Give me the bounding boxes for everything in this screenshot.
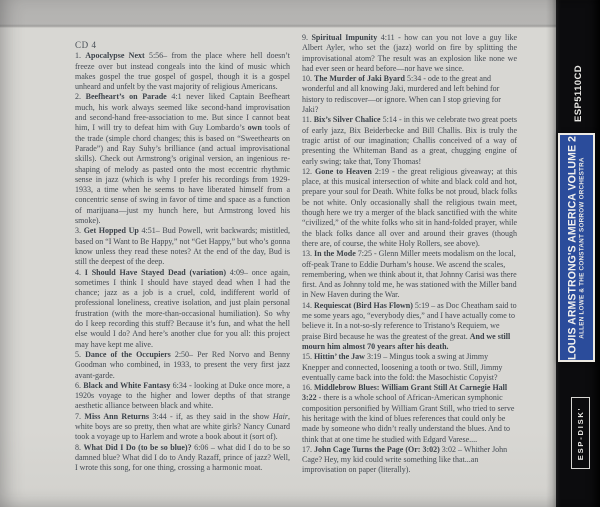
track-note-text: 12. <box>302 166 316 176</box>
track-note-text: 4:11 - how can you not love a guy like Albert Ayler, who set the (jazz) world on fire by splitting the improvisational atom? The result was an explosion like none we had ever seen or heard before—nor have we since. <box>302 33 518 73</box>
album-title-group <box>562 135 592 360</box>
track-note <box>302 33 517 74</box>
track-note-text: 3:19 – Mingus took a swing at Jimmy Knepper and connected, loosening a tooth or two. Still, Jimmy eventually came back into the fold: the Masochistic Copyist? <box>302 352 503 382</box>
track-title: Dance of the Occupiers <box>85 349 171 359</box>
track-note-text: 4:09– once again, sometimes I think I should have stayed dead when I had the chance; jazz as a job is a cruel, cold, indifferent world of professional loneliness, creative isolation, and just plain personal frustration (with the more-than-occasional humiliation). So why do I keep recording this stuff? Because it’s fun, and what the hell else would I do? And here’s another clue for you all: this project may have kept me alive. <box>75 267 291 349</box>
track-note <box>75 226 290 267</box>
track-note-text: 5:34 - ode to the great and wonderful and all knowing Jaki, murdered and left behind for history to rediscover—or ignore. When can I stop grieving for Jaki? <box>302 74 501 115</box>
left-column-tracks <box>75 51 290 473</box>
track-note-text: 5:19 – as Doc Cheatham said to me some years ago, “everybody dies,” and I have actually come to believe it. In a not-so-sly reference to Tristano’s Requiem, we praise Bird because he was the greatest of the great. <box>302 300 517 341</box>
track-note <box>302 445 517 476</box>
track-note-text: Hair <box>272 411 289 421</box>
track-note <box>75 381 290 412</box>
track-notes-right-column <box>302 33 517 476</box>
track-title: Miss Ann Returns <box>84 411 149 421</box>
cd-number-header: CD 4 <box>75 40 97 50</box>
track-note <box>75 443 290 474</box>
track-title: And we still mourn him almost 70 years after his death. <box>302 331 511 351</box>
track-title: Black and White Fantasy <box>83 380 171 390</box>
track-notes-left-column <box>75 40 290 473</box>
track-note-text: 4:51– Bud Powell, writ backwards; mistitled, based on “I Want to Be Happy,” not “Get Happy,” but who’s gonna know unless they read these notes? At the end of the day, Bud is still the deepest of the deep. <box>75 226 291 267</box>
track-title: John Cage Turns the Page (Or: 3:02) <box>314 444 440 454</box>
track-title: In the Mode <box>314 249 356 259</box>
track-title: Beefheart’s on Parade <box>85 92 167 102</box>
track-note <box>302 115 517 166</box>
track-note-text: 11. <box>302 115 314 125</box>
track-title: Spiritual Impunity <box>311 33 378 42</box>
track-note-text: 6:06 – what did I do to be so damned blue? What did I do to Andy Razaff, prince of jazz? Well, I wrote this song, for one thing, crossing a harmonic moat. <box>75 442 291 473</box>
track-note <box>75 92 290 226</box>
cd-spine <box>556 0 600 507</box>
album-title-box <box>558 133 595 362</box>
track-title: Bix’s Silver Chalice <box>313 115 381 125</box>
track-note-text: 3. <box>75 226 84 236</box>
track-note-text: 5. <box>75 349 86 359</box>
track-note-text: 1. <box>75 51 86 61</box>
track-note-text: 17. <box>302 444 314 454</box>
track-note-text: 3:44 - if, as they said in the show <box>148 411 273 421</box>
track-note-text: 8. <box>75 442 84 452</box>
track-note-text: 16. <box>302 383 314 393</box>
track-title: Middlebrow Blues: William Grant Still At Carnegie Hall 3:22 <box>302 383 508 403</box>
track-note-text: 10. <box>302 74 314 84</box>
track-note-text: 5:56– from the place where hell doesn’t freeze over but instead congeals into the kind of music which makes gospel the true gospel of gospel, though it is a gospel unheard and unfelt by the vast majority of religious Americans. <box>75 51 290 92</box>
track-note-text: 7. <box>75 411 85 421</box>
track-note <box>302 301 517 352</box>
track-note-text: 2. <box>75 92 86 102</box>
track-title: own <box>247 123 262 133</box>
album-artist-subtitle: ALLEN LOWE & THE CONSTANT SORROW ORCHESTRA <box>578 156 586 339</box>
track-note <box>302 352 517 383</box>
esp-disk-logo-box <box>571 397 590 469</box>
track-note <box>75 350 290 381</box>
track-note-text: tools of the trade (simple chord changes; this is based on “Sweethearts on Parade”) and Ray Suhy’s brilliance (and actual improvisational skills). Check out Armstrong’s original version, an ingenious re-shaping of melody as pasted onto the most eccentric rhythmic sense in jazz (which is why I prefer his recordings from 1929-1933, a time when he seems to have liberated himself from a concentric sense of swing in favor of time and space as a function of marijuana—just my hunch here, but Armstrong loved his smoke). <box>75 123 290 226</box>
track-note <box>75 268 290 350</box>
track-note-text: 6:34 - looking at Duke once more, a 1920s voyage to the higher and lower depths of that strange aesthetic alliance between black and white. <box>75 380 291 411</box>
track-note-text: 15. <box>302 352 314 362</box>
track-note-text: 4:1 never liked Captain Beefheart much, his work always seemed like second-hand improvisation and second-hand free-association to me. But since I cannot beat him, I will try to defeat him with Guy Lombardo’s <box>75 92 290 133</box>
track-note-text: - there is a whole school of African-American symphonic composition personified by William Grant Still, who tried to serve his heritage with the kind of blues references that could only be made by someone who didn’t really understand the blues. And to think that at one time he studied with Edgard Varese.... <box>302 393 515 444</box>
track-note <box>302 383 517 445</box>
track-title: Gone to Heaven <box>315 166 372 176</box>
track-note <box>302 74 517 115</box>
track-title: Hittin’ the Jaw <box>314 352 365 362</box>
track-note <box>75 51 290 92</box>
track-note <box>302 167 517 249</box>
track-note-text: 4. <box>75 267 85 277</box>
track-title: What Did I Do (to be so blue)? <box>83 442 192 452</box>
track-note-text: 2:19 - the great religious giveaway; at this place, at this musical intersection of white and black cold and hot, prepare your soul for Death. White folks be not proud, black folks be not white. Only occasionally shall the religious twain meet, though here we try a merger of the black sanctified with the white “civilized,” of the white folks who sit in hand-folded prayer, while the black folks dance all over and around their graves (though there are, of course, the white Holy Rollers, see above). <box>302 166 517 248</box>
track-note-text: 13. <box>302 249 314 259</box>
track-note-text: 7:25 - Glenn Miller meets modalism on the local, off-peak Trane to Eddie Durham’s house. We ascend the scales, remembering, when we think about it, that Johnny Carisi was there first. And as Johnny told me, he was stationed with the Miller band in New Haven during the War. <box>302 249 517 300</box>
catalog-number: ESP5110CD <box>572 64 584 122</box>
track-note-text: , white boys are so pretty, then what are white girls? Nancy Cunard took a voyage up to Harlem and wrote a book about it (sort of). <box>75 411 291 442</box>
esp-disk-logo-text: ESP-DISK' <box>576 406 586 460</box>
track-note <box>302 249 517 300</box>
track-note-text: 2:50– Per Red Norvo and Benny Goodman who combined, in 1933, to present the very first jazz avant-garde. <box>75 349 290 380</box>
track-note-text: 9. <box>302 33 312 42</box>
track-title: Requiescat (Bird Has Flown) <box>314 300 413 310</box>
track-title: Apocalypse Next <box>85 51 145 61</box>
track-title: The Murder of Jaki Byard <box>314 74 405 84</box>
album-title: LOUIS ARMSTRONG'S AMERICA VOLUME 2 <box>565 135 579 360</box>
track-note <box>75 412 290 443</box>
track-note-text: 14. <box>302 300 314 310</box>
track-note-text: 3:02 – Whither John Cage? Hey, my kid could write something like that...an improvisation on paper (literally). <box>302 444 508 475</box>
track-note-text: 5:14 - in this we celebrate two great poets of early jazz, Bix Beiderbecke and Bill Challis. Bix is truly the tragic artist of our imagination; Challis conceived of a way of presenting the Whiteman Band as a great, chugging engine of early swing; take that, Tony Thomas! <box>302 115 517 166</box>
track-title: Get Hopped Up <box>83 226 139 236</box>
track-note-text: 6. <box>75 380 84 390</box>
track-title: I Should Have Stayed Dead (variation) <box>84 267 226 277</box>
